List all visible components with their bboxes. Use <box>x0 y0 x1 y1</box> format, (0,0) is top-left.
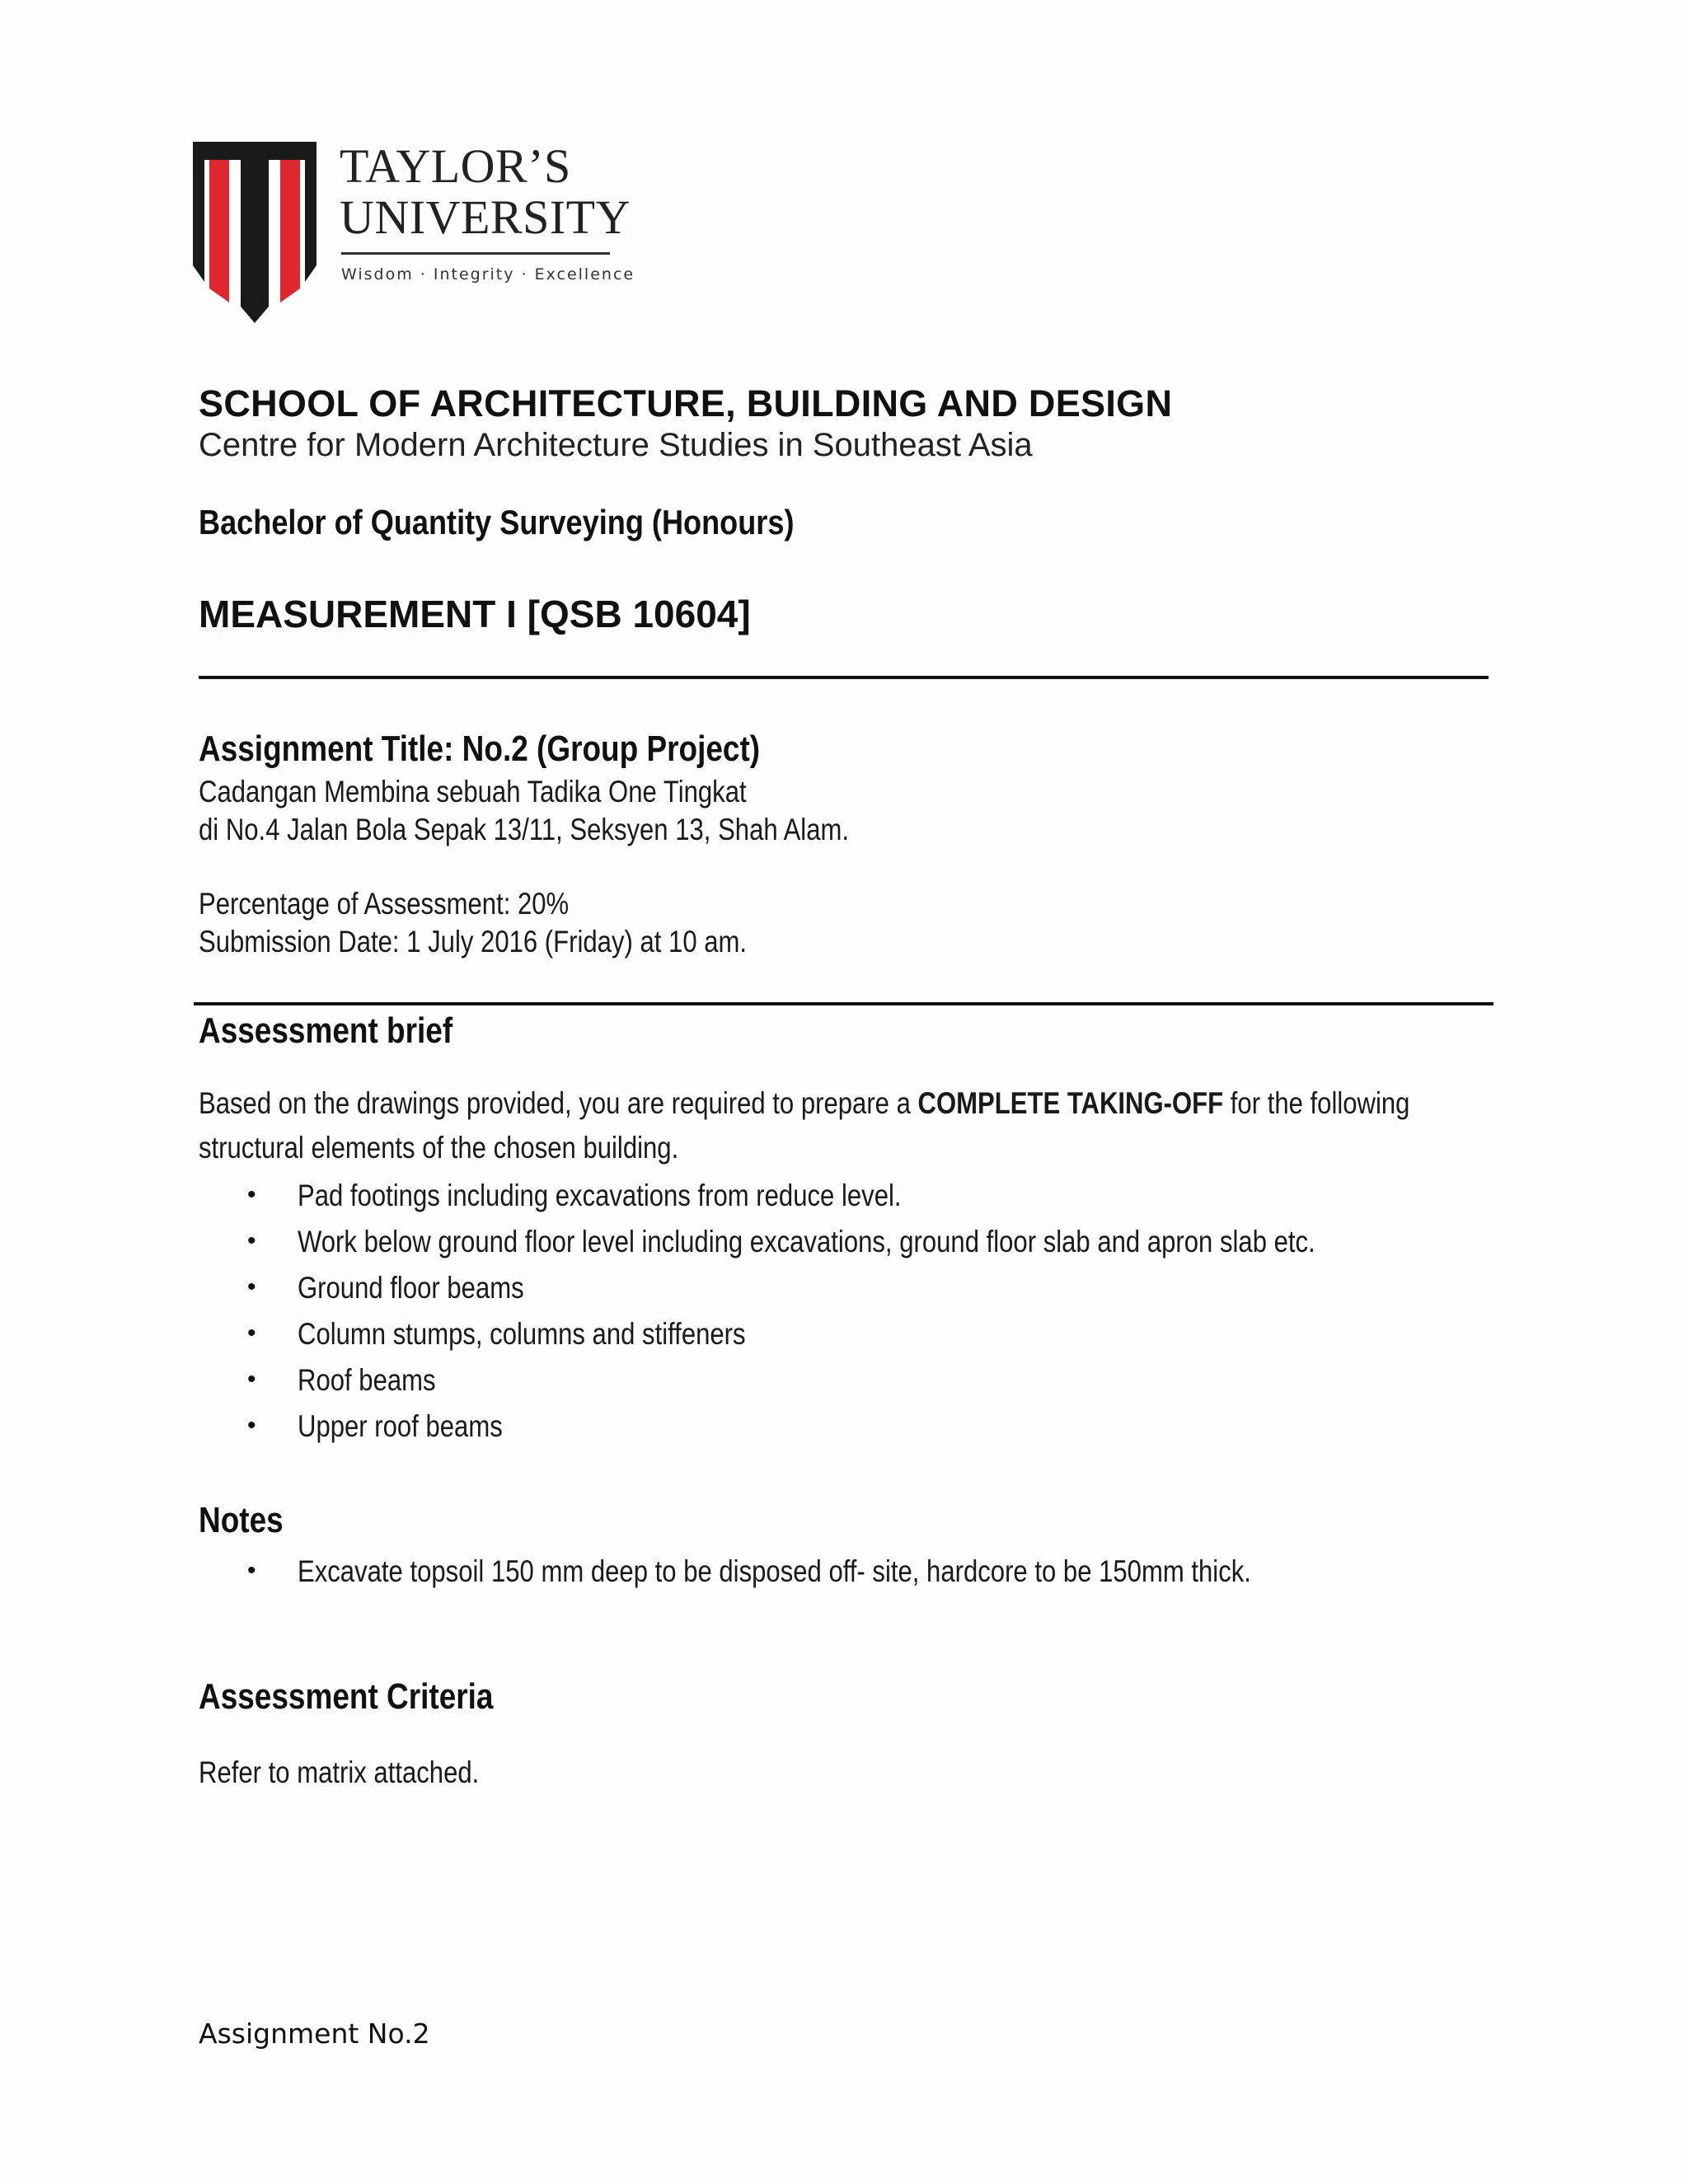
logo-tagline: Wisdom · Integrity · Excellence <box>341 265 635 284</box>
school-title: SCHOOL OF ARCHITECTURE, BUILDING AND DESIGN <box>199 382 1173 424</box>
assignment-desc-line1: Cadangan Membina sebuah Tadika One Tingkat <box>199 775 747 808</box>
notes-heading: Notes <box>199 1500 284 1540</box>
brief-intro-line2: structural elements of the chosen building. <box>199 1131 679 1165</box>
list-item: Roof beams <box>298 1363 436 1397</box>
note-item: Excavate topsoil 150 mm deep to be disposed off- site, hardcore to be 150mm thick. <box>298 1554 1251 1588</box>
bullet-icon: • <box>247 1227 256 1254</box>
list-item: Ground floor beams <box>298 1271 524 1305</box>
taylors-crest-icon <box>193 142 316 323</box>
list-item: Work below ground floor level including excavations, ground floor slab and apron slab etc. <box>298 1225 1315 1258</box>
course-title: MEASUREMENT I [QSB 10604] <box>199 593 751 635</box>
assessment-percentage: Percentage of Assessment: 20% <box>199 887 570 921</box>
logo-name-line1: TAYLOR’S <box>340 139 571 193</box>
brief-intro-emphasis: COMPLETE TAKING-OFF <box>917 1086 1224 1120</box>
list-item: Column stumps, columns and stiffeners <box>298 1317 746 1351</box>
assessment-criteria-heading: Assessment Criteria <box>199 1676 494 1717</box>
logo-divider <box>341 252 610 255</box>
brief-intro-line1 <box>199 1086 1409 1121</box>
list-item: Upper roof beams <box>298 1409 503 1443</box>
criteria-text: Refer to matrix attached. <box>199 1755 480 1789</box>
submission-date: Submission Date: 1 July 2016 (Friday) at 10 am. <box>199 925 748 958</box>
assessment-brief-heading: Assessment brief <box>199 1010 453 1051</box>
logo-name-line2: UNIVERSITY <box>340 190 631 244</box>
university-logo <box>193 139 635 323</box>
bullet-icon: • <box>247 1366 256 1393</box>
page-footer: Assignment No.2 <box>199 2018 430 2050</box>
bullet-icon: • <box>247 1319 256 1347</box>
programme-title: Bachelor of Quantity Surveying (Honours) <box>199 503 795 541</box>
bullet-icon: • <box>247 1181 256 1208</box>
bullet-icon: • <box>247 1557 256 1584</box>
header-divider <box>199 676 1489 679</box>
brief-divider <box>194 1002 1493 1005</box>
list-item: Pad footings including excavations from reduce level. <box>298 1179 902 1212</box>
centre-subtitle: Centre for Modern Architecture Studies in Southeast Asia <box>199 427 1033 463</box>
bullet-icon: • <box>247 1412 256 1439</box>
bullet-icon: • <box>247 1273 256 1301</box>
brief-intro-text: Based on the drawings provided, you are required to prepare a <box>199 1086 918 1120</box>
assignment-desc-line2: di No.4 Jalan Bola Sepak 13/11, Seksyen 13, Shah Alam. <box>199 813 850 846</box>
assignment-title: Assignment Title: No.2 (Group Project) <box>199 729 761 769</box>
brief-intro-tail: for the following <box>1223 1086 1410 1120</box>
